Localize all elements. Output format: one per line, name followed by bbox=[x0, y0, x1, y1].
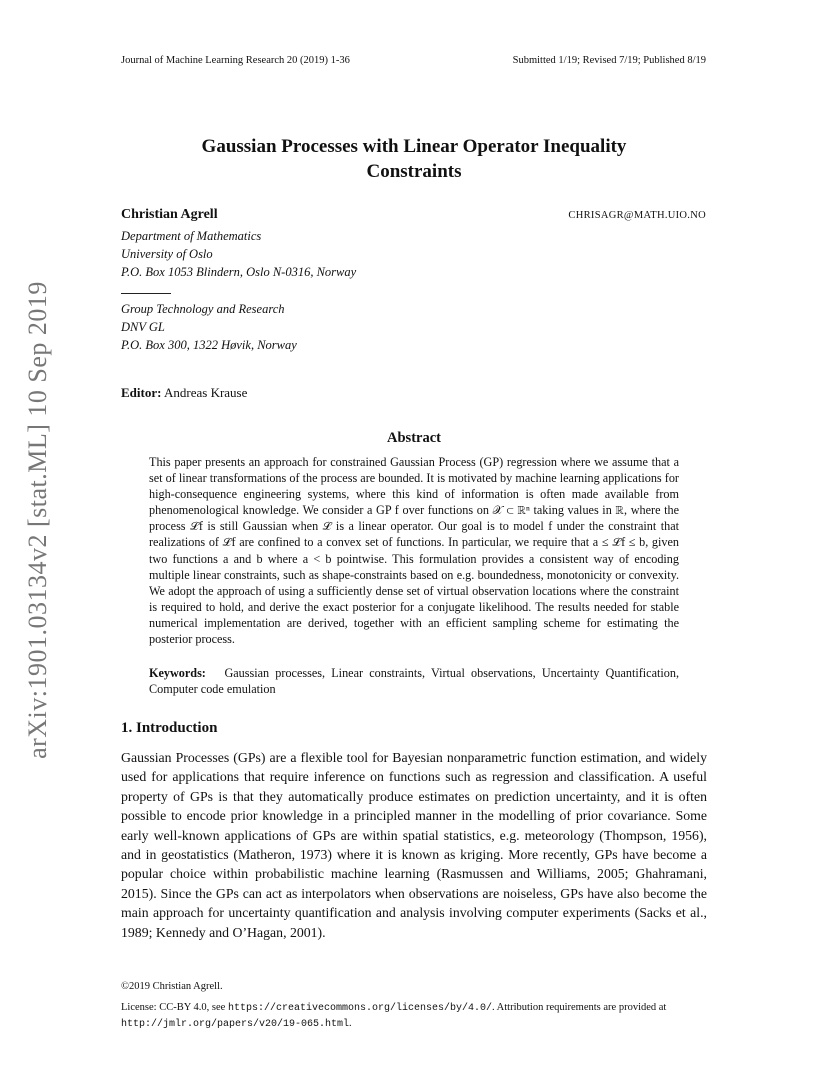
affiliation-line: P.O. Box 300, 1322 Høvik, Norway bbox=[121, 338, 297, 352]
license-end: . bbox=[349, 1017, 352, 1029]
paper-title bbox=[121, 134, 707, 184]
introduction-text: Gaussian Processes (GPs) are a flexible tool for Bayesian nonparametric function estimation, and widely used for applications that require inference on functions such as regression and classification. A useful property of GPs is that they automatically produce estimates on prediction uncertainty, and it is often possible to encode prior knowledge in a principled manner in the modelling of prior covariance. Some early well-known applications of GPs are within spatial statistics, e.g. meteorology (Thompson, 1956), and in geostatistics (Matheron, 1973) where it is known as kriging. More recently, GPs have become a popular choice within probabilistic machine learning (Rasmussen and Williams, 2005; Ghahramani, 2015). Since the GPs can act as interpolators when observations are noiseless, GPs have also become the main approach for uncertainty quantification and analysis involving computer experiments (Sacks et al., 1989; Kennedy and O’Hagan, 2001). bbox=[121, 750, 707, 940]
editor-line bbox=[121, 385, 247, 401]
affiliation-2 bbox=[121, 300, 297, 354]
affiliation-line: DNV GL bbox=[121, 320, 165, 334]
author-email: CHRISAGR@MATH.UIO.NO bbox=[568, 210, 706, 221]
affiliation-divider bbox=[121, 293, 171, 294]
section-heading-introduction: 1. Introduction bbox=[121, 720, 218, 736]
license-notice bbox=[121, 1001, 707, 1032]
affiliation-line: Department of Mathematics bbox=[121, 229, 262, 243]
journal-header: Journal of Machine Learning Research 20 (2019) 1-36 bbox=[121, 55, 350, 66]
affiliation-1 bbox=[121, 227, 356, 281]
arxiv-stamp: arXiv:1901.03134v2 [stat.ML] 10 Sep 2019 bbox=[23, 281, 52, 759]
abstract-heading: Abstract bbox=[387, 430, 441, 446]
title-line-1: Gaussian Processes with Linear Operator Inequality bbox=[201, 136, 627, 157]
publication-dates: Submitted 1/19; Revised 7/19; Published 8/19 bbox=[512, 55, 706, 66]
paper-link[interactable]: http://jmlr.org/papers/v20/19-065.html bbox=[121, 1018, 350, 1030]
editor-label: Editor: bbox=[121, 385, 162, 400]
abstract-text: This paper presents an approach for constrained Gaussian Process (GP) regression where we assume that a set of linear transformations of the process are bounded. It is motivated by machine learning applications for high-consequence engineering systems, where this kind of information is often made available from phenomenological knowledge. We consider a GP f over functions on 𝒳 ⊂ ℝⁿ taking values in ℝ, where the process ℒf is still Gaussian when ℒ is a linear operator. Our goal is to model f under the constraint that realizations of ℒf are confined to a convex set of functions. In particular, we require that a ≤ ℒf ≤ b, given two functions a and b where a < b pointwise. This formulation provides a consistent way of encoding multiple linear constraints, such as shape-constraints based on e.g. boundedness, monotonicity or convexity. We adopt the approach of using a sufficiently dense set of virtual observation locations where the constraint is required to hold, and derive the exact posterior for a conjugate likelihood. The results needed for stable numerical implementation are derived, together with an efficient sampling scheme for estimating the posterior process. bbox=[149, 455, 679, 647]
editor-name: Andreas Krause bbox=[164, 385, 248, 400]
license-prefix: License: CC-BY 4.0, see bbox=[121, 1002, 228, 1013]
keywords bbox=[149, 665, 679, 697]
license-mid: . Attribution requirements are provided at bbox=[491, 1002, 667, 1013]
author-name: Christian Agrell bbox=[121, 207, 218, 222]
affiliation-line: Group Technology and Research bbox=[121, 302, 285, 316]
keywords-label: Keywords: bbox=[149, 666, 206, 680]
affiliation-line: University of Oslo bbox=[121, 247, 213, 261]
keywords-list: Gaussian processes, Linear constraints, Virtual observations, Uncertainty Quantification, Computer code emulation bbox=[149, 666, 679, 697]
affiliation-line: P.O. Box 1053 Blindern, Oslo N-0316, Norway bbox=[121, 265, 357, 279]
copyright-notice: ©2019 Christian Agrell. bbox=[121, 981, 223, 992]
title-line-2: Constraints bbox=[366, 161, 462, 182]
license-link[interactable]: https://creativecommons.org/licenses/by/4.0/ bbox=[227, 1003, 492, 1014]
